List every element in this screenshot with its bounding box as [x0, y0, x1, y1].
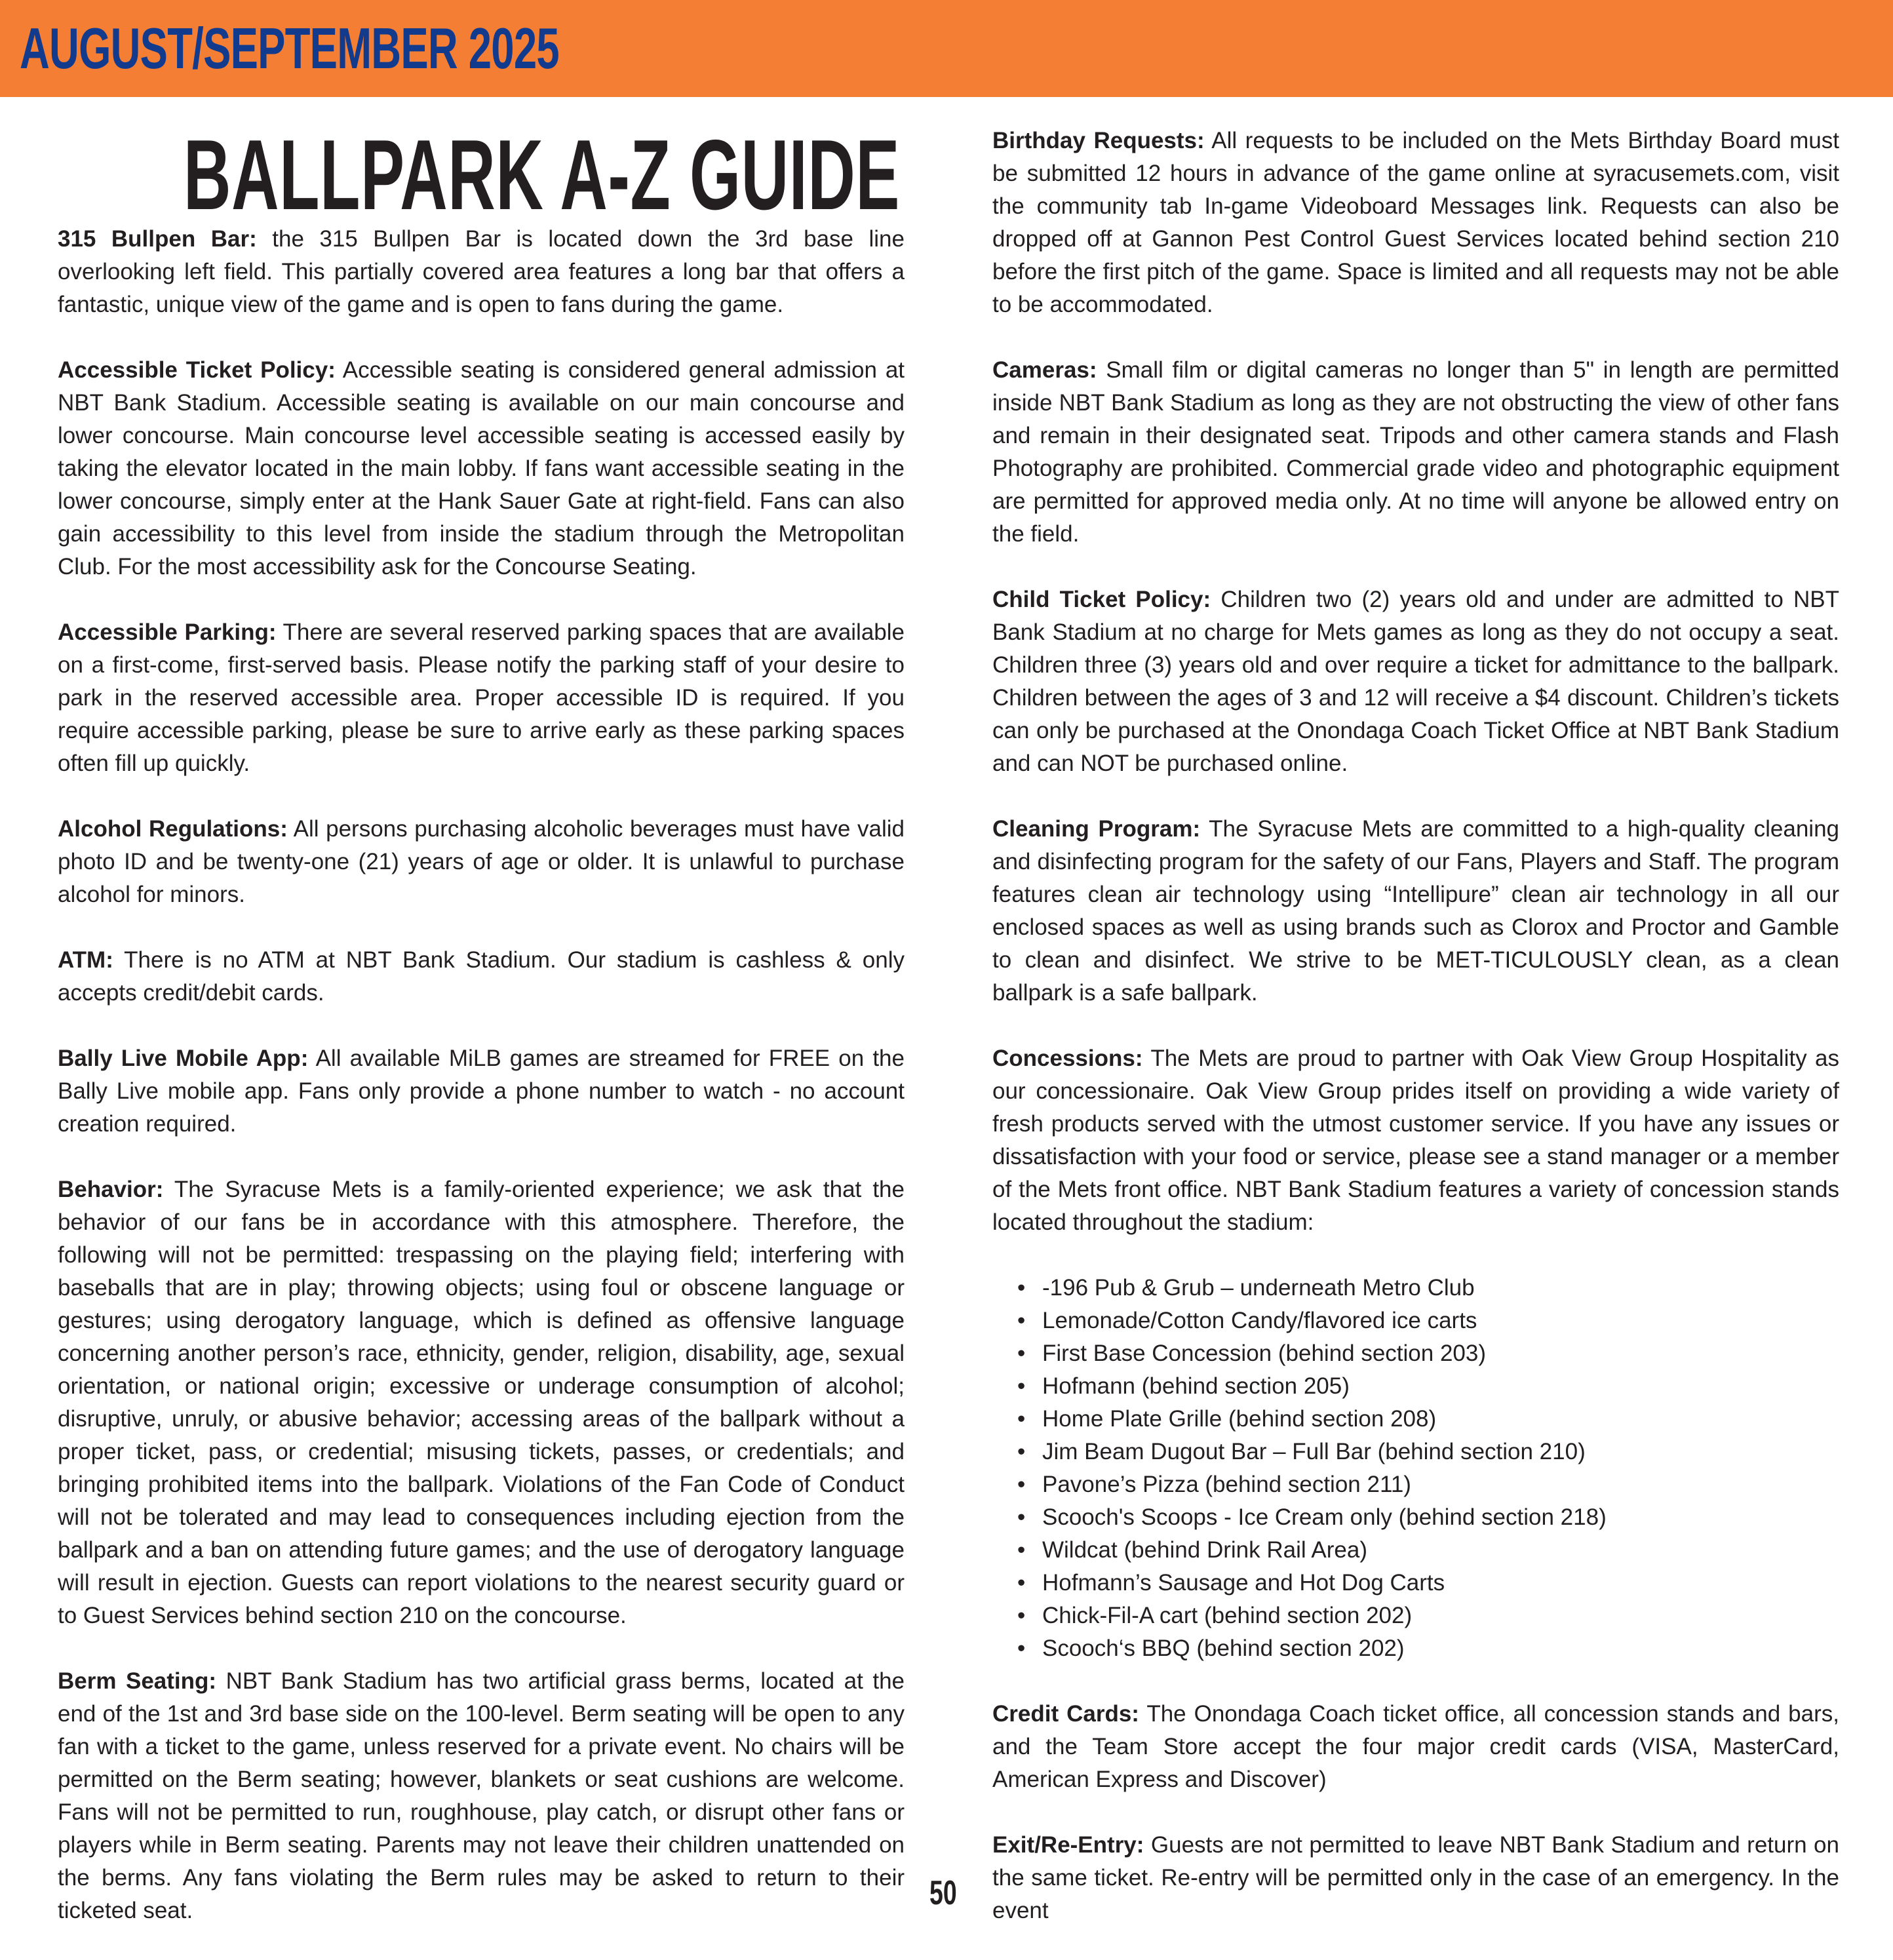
- entry-behavior: [58, 1173, 905, 1632]
- entry-term: Cameras:: [992, 357, 1097, 383]
- list-item: • Home Plate Grille (behind section 208): [1017, 1403, 1839, 1436]
- list-item: • Scooch‘s BBQ (behind section 202): [1017, 1632, 1839, 1665]
- entry-term: Accessible Parking:: [58, 619, 277, 645]
- list-item: • Lemonade/Cotton Candy/flavored ice carts: [1017, 1304, 1839, 1337]
- entry-term: Bally Live Mobile App:: [58, 1046, 309, 1071]
- entry-text: There is no ATM at NBT Bank Stadium. Our stadium is cashless & only accepts credit/debit cards.: [58, 947, 905, 1006]
- entry-text: Guests are not permitted to leave NBT Bank Stadium and return on the same ticket. Re-entry will be permitted only in the case of an emergency. In the event: [992, 1832, 1839, 1923]
- entry-text: The Syracuse Mets is a family-oriented experience; we ask that the behavior of our fans be in accordance with this atmosphere. Therefore, the following will not be permitted: trespassing on the playing field; interfering with baseballs that are in play; throwing objects; using foul or obscene language or gestures; using derogatory language, which is defined as offensive language concerning another person’s race, ethnicity, gender, religion, disability, age, sexual orientation, or national origin; excessive or underage consumption of alcohol; disruptive, unruly, or abusive behavior; accessing areas of the ballpark without a proper ticket, pass, or credential; misusing tickets, passes, or credentials; and bringing prohibited items into the ballpark. Violations of the Fan Code of Conduct will not be tolerated and may lead to consequences including ejection from the ballpark and a ban on attending future games; and the use of derogatory language will result in ejection. Guests can report violations to the nearest security guard or to Guest Services behind section 210 on the concourse.: [58, 1177, 905, 1628]
- list-item: • -196 Pub & Grub – underneath Metro Club: [1017, 1272, 1839, 1304]
- issue-date: AUGUST/SEPTEMBER 2025: [20, 16, 559, 81]
- entry-term: Exit/Re-Entry:: [992, 1832, 1144, 1858]
- list-item: • Chick-Fil-A cart (behind section 202): [1017, 1599, 1839, 1632]
- entry-term: Cleaning Program:: [992, 816, 1201, 842]
- entry-term: Berm Seating:: [58, 1668, 217, 1694]
- entry-child-ticket-policy: [992, 583, 1839, 780]
- entry-term: ATM:: [58, 947, 113, 973]
- entry-term: 315 Bullpen Bar:: [58, 226, 257, 252]
- list-item: • Jim Beam Dugout Bar – Full Bar (behind section 210): [1017, 1436, 1839, 1468]
- entry-term: Accessible Ticket Policy:: [58, 357, 336, 383]
- entry-term: Credit Cards:: [992, 1701, 1139, 1727]
- list-item: • Wildcat (behind Drink Rail Area): [1017, 1534, 1839, 1567]
- entry-text: Small film or digital cameras no longer than 5" in length are permitted inside NBT Bank Stadium as long as they are not obstructing the view of other fans and remain in their designated seat. Tripods and other camera stands and Flash Photography are prohibited. Commercial grade video and photographic equipment are permitted for approved media only. At no time will anyone be allowed entry on the field.: [992, 357, 1839, 547]
- entry-text: There are several reserved parking spaces that are available on a first-come, first-served basis. Please notify the parking staff of your desire to park in the reserved accessible area. Proper accessible ID is required. If you require accessible parking, please be sure to arrive early as these parking spaces often fill up quickly.: [58, 619, 905, 776]
- entry-term: Child Ticket Policy:: [992, 587, 1211, 612]
- entry-cleaning-program: [992, 813, 1839, 1009]
- left-column: [58, 223, 905, 1960]
- list-item: • First Base Concession (behind section 203): [1017, 1337, 1839, 1370]
- entry-text: The Mets are proud to partner with Oak View Group Hospitality as our concessionaire. Oak View Group prides itself on providing a wide variety of fresh products served with the utmost customer service. If you have any issues or dissatisfaction with your food or service, please see a stand manager or a member of the Mets front office. NBT Bank Stadium features a variety of concession stands located throughout the stadium:: [992, 1046, 1839, 1235]
- list-item: • Hofmann’s Sausage and Hot Dog Carts: [1017, 1567, 1839, 1599]
- entry-text: The Onondaga Coach ticket office, all concession stands and bars, and the Team Store accept the four major credit cards (VISA, MasterCard, American Express and Discover): [992, 1701, 1839, 1792]
- entry-term: Alcohol Regulations:: [58, 816, 288, 842]
- entry-term: Concessions:: [992, 1046, 1143, 1071]
- entry-term: Behavior:: [58, 1177, 164, 1202]
- entry-text: All persons purchasing alcoholic beverages must have valid photo ID and be twenty-one (21) years of age or older. It is unlawful to purchase alcohol for minors.: [58, 816, 905, 907]
- entry-text: Accessible seating is considered general admission at NBT Bank Stadium. Accessible seating is available on our main concourse and lower concourse. Main concourse level accessible seating is accessed easily by taking the elevator located in the main lobby. If fans want accessible seating in the lower concourse, simply enter at the Hank Sauer Gate at right-field. Fans can also gain accessibility to this level from inside the stadium through the Metropolitan Club. For the most accessibility ask for the Concourse Seating.: [58, 357, 905, 579]
- entry-atm: [58, 944, 905, 1009]
- entry-accessible-ticket-policy: [58, 354, 905, 583]
- entry-315-bullpen-bar: [58, 223, 905, 321]
- page-number: 50: [929, 1874, 957, 1912]
- issue-banner: [0, 0, 1893, 97]
- right-column: [992, 125, 1839, 1960]
- concession-stand-list: [992, 1272, 1839, 1665]
- entry-text: All available MiLB games are streamed for FREE on the Bally Live mobile app. Fans only provide a phone number to watch - no account creation required.: [58, 1046, 905, 1137]
- list-item: • Hofmann (behind section 205): [1017, 1370, 1839, 1403]
- list-item: • Scooch's Scoops - Ice Cream only (behind section 218): [1017, 1501, 1839, 1534]
- entry-bally-live-mobile-app: [58, 1042, 905, 1141]
- entry-accessible-parking: [58, 616, 905, 780]
- entry-text: The Syracuse Mets are committed to a high-quality cleaning and disinfecting program for the safety of our Fans, Players and Staff. The program features clean air technology using “Intellipure” clean air technology in all our enclosed spaces as well as using brands such as Clorox and Proctor and Gamble to clean and disinfect. We strive to be MET-TICULOUSLY clean, as a clean ballpark is a safe ballpark.: [992, 816, 1839, 1006]
- entry-text: All requests to be included on the Mets Birthday Board must be submitted 12 hours in advance of the game online at syracusemets.com, visit the community tab In-game Videoboard Messages link. Requests can also be dropped off at Gannon Pest Control Guest Services located behind section 210 before the first pitch of the game. Space is limited and all requests may not be able to be accommodated.: [992, 128, 1839, 317]
- entry-term: Birthday Requests:: [992, 128, 1205, 153]
- list-item: • Pavone’s Pizza (behind section 211): [1017, 1468, 1839, 1501]
- entry-berm-seating: [58, 1665, 905, 1927]
- entry-credit-cards: [992, 1698, 1839, 1796]
- page-title: BALLPARK A-Z GUIDE: [184, 119, 901, 231]
- entry-concessions: [992, 1042, 1839, 1239]
- entry-text: the 315 Bullpen Bar is located down the 3rd base line overlooking left field. This partially covered area features a long bar that offers a fantastic, unique view of the game and is open to fans during the game.: [58, 226, 905, 317]
- entry-birthday-requests: [992, 125, 1839, 321]
- entry-alcohol-regulations: [58, 813, 905, 911]
- entry-text: Children two (2) years old and under are admitted to NBT Bank Stadium at no charge for Mets games as long as they do not occupy a seat. Children three (3) years old and over require a ticket for admittance to the ballpark. Children between the ages of 3 and 12 will receive a $4 discount. Children’s tickets can only be purchased at the Onondaga Coach Ticket Office at NBT Bank Stadium and can NOT be purchased online.: [992, 587, 1839, 776]
- entry-cameras: [992, 354, 1839, 551]
- entry-text: NBT Bank Stadium has two artificial grass berms, located at the end of the 1st and 3rd base side on the 100-level. Berm seating will be open to any fan with a ticket to the game, unless reserved for a private event. No chairs will be permitted on the Berm seating; however, blankets or seat cushions are welcome. Fans will not be permitted to run, roughhouse, play catch, or disrupt other fans or players while in Berm seating. Parents may not leave their children unattended on the berms. Any fans violating the Berm rules may be asked to return to their ticketed seat.: [58, 1668, 905, 1923]
- entry-exit-re-entry: [992, 1829, 1839, 1927]
